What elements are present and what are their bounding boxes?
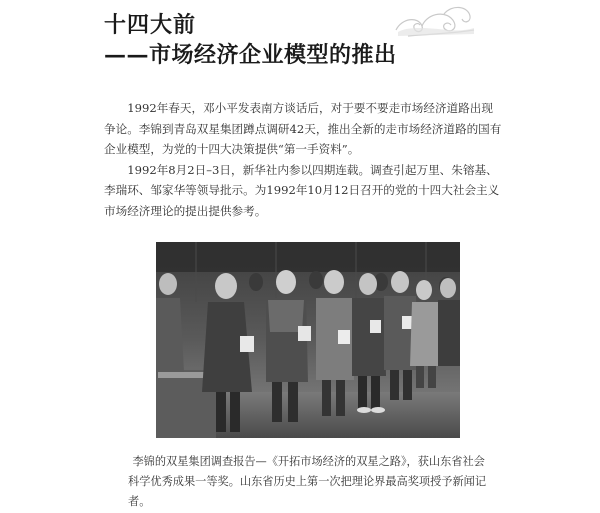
caption-text: 李锦的双星集团调查报告—《开拓市场经济的双星之路》，获山东省社会科学优秀成果一等奖。山东省历史上第一次把理论界最高奖项授予新闻记者。 — [128, 455, 487, 508]
body-paragraph-1: 1992年春天，邓小平发表南方谈话后，对于要不要走市场经济道路出现争论。李锦到青岛双星集团蹲点调研42天，推出全新的走市场经济道路的国有企业模型，为党的十四大决策提供“第一手资料”。 — [104, 101, 502, 156]
body-text — [104, 98, 504, 221]
photo-caption — [128, 452, 488, 512]
page-title: 十四大前 — [104, 12, 197, 38]
body-paragraph-2: 1992年8月2日–3日，新华社内参以四期连载。调查引起万里、朱镕基、李瑞环、邹家华等领导批示。为1992年10月12日召开的党的十四大社会主义市场经济理论的提出提供参考。 — [104, 162, 500, 218]
title-block — [104, 10, 397, 70]
award-ceremony-photo — [156, 242, 460, 438]
page-subtitle: ——市场经济企业模型的推出 — [104, 42, 397, 68]
cloud-ornament-icon — [388, 0, 478, 40]
photo-illustration — [156, 242, 460, 438]
